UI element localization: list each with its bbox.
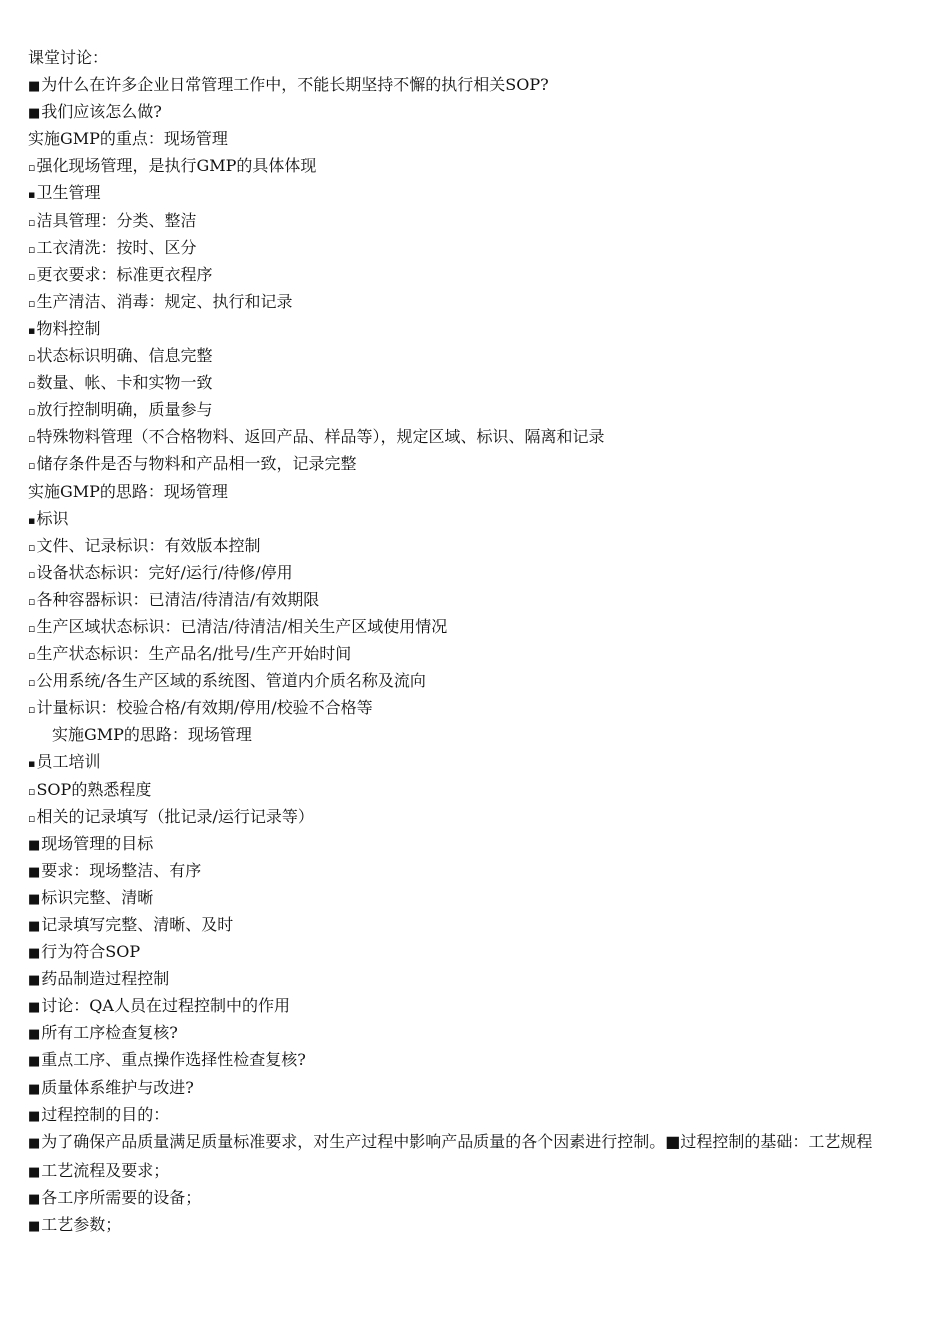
sub-heading: ▪卫生管理 <box>28 179 928 206</box>
bullet-item: ■所有工序检查复核? <box>28 1019 928 1046</box>
bullet-item: ■要求：现场整洁、有序 <box>28 857 928 884</box>
section-heading: 实施GMP的重点：现场管理 <box>28 129 228 149</box>
bullet-item: ▫储存条件是否与物料和产品相一致，记录完整 <box>28 450 928 477</box>
bullet-item: ▫相关的记录填写（批记录/运行记录等） <box>28 803 928 830</box>
hollow-square-bullet-icon: ▫ <box>28 351 36 365</box>
bullet-item: ▫强化现场管理，是执行GMP的具体体现 <box>28 152 928 179</box>
hollow-square-bullet-icon: ▫ <box>28 432 36 446</box>
bullet-item: ▫生产状态标识：生产品名/批号/生产开始时间 <box>28 640 928 667</box>
square-bullet-icon: ■ <box>28 1135 41 1151</box>
square-bullet-icon: ■ <box>28 973 41 989</box>
bullet-item: ■过程控制的目的： <box>28 1101 928 1128</box>
bullet-item: ▫文件、记录标识：有效版本控制 <box>28 532 928 559</box>
square-bullet-icon: ■ <box>28 891 41 907</box>
hollow-square-bullet-icon: ▫ <box>28 703 36 717</box>
square-bullet-icon: ■ <box>28 1054 41 1070</box>
sub-heading: ▪物料控制 <box>28 315 928 342</box>
bullet-item: ▫更衣要求：标准更衣程序 <box>28 261 928 288</box>
bullet-item: ▫计量标识：校验合格/有效期/停用/校验不合格等 <box>28 694 928 721</box>
hollow-square-bullet-icon: ▫ <box>28 405 36 419</box>
hollow-square-bullet-icon: ▫ <box>28 567 36 581</box>
section-heading: 实施GMP的思路：现场管理 <box>28 481 228 501</box>
bullet-item: ■讨论：QA人员在过程控制中的作用 <box>28 992 928 1019</box>
square-bullet-icon: ■ <box>28 1081 41 1097</box>
square-bullet-icon: ■ <box>28 864 41 880</box>
sub-heading: ▪员工培训 <box>28 748 928 775</box>
square-bullet-icon: ■ <box>28 919 41 934</box>
hollow-square-bullet-icon: ▫ <box>28 269 36 283</box>
section-heading: 实施GMP的思路：现场管理 <box>52 725 252 745</box>
hollow-square-bullet-icon: ▫ <box>28 459 36 473</box>
bullet-item: ■工艺流程及要求； <box>28 1157 928 1184</box>
sub-heading: ▪标识 <box>28 505 928 532</box>
bullet-item: ■行为符合SOP <box>28 938 928 965</box>
hollow-square-bullet-icon: ▫ <box>28 161 36 175</box>
square-bullet-icon: ■ <box>28 946 41 962</box>
small-square-bullet-icon: ▪ <box>28 757 36 771</box>
square-bullet-icon: ■ <box>28 1219 41 1235</box>
bullet-item: ▫洁具管理：分类、整洁 <box>28 207 928 234</box>
bullet-item: ▫设备状态标识：完好/运行/待修/停用 <box>28 559 928 586</box>
bullet-item: ▫各种容器标识：已清洁/待清洁/有效期限 <box>28 586 928 613</box>
bullet-item: ▫工衣清洗：按时、区分 <box>28 234 928 261</box>
square-bullet-icon: ■ <box>28 1027 41 1043</box>
hollow-square-bullet-icon: ▫ <box>28 378 36 392</box>
square-bullet-icon: ■ <box>28 1164 41 1180</box>
bullet-item-multiline: ■为了确保产品质量满足质量标准要求，对生产过程中影响产品质量的各个因素进行控制。■过程控制的基础：工艺规程 <box>28 1128 928 1157</box>
hollow-square-bullet-icon: ▫ <box>28 296 36 310</box>
bullet-item: ■各工序所需要的设备； <box>28 1184 928 1211</box>
bullet-item: ▫公用系统/各生产区域的系统图、管道内介质名称及流向 <box>28 667 928 694</box>
hollow-square-bullet-icon: ▫ <box>28 540 36 554</box>
hollow-square-bullet-icon: ▫ <box>28 594 36 608</box>
square-bullet-icon: ■ <box>28 106 41 122</box>
bullet-item: ■为什么在许多企业日常管理工作中，不能长期坚持不懈的执行相关SOP? <box>28 71 928 98</box>
square-bullet-icon: ■ <box>28 1191 41 1207</box>
small-square-bullet-icon: ▪ <box>28 188 36 202</box>
hollow-square-bullet-icon: ▫ <box>28 242 36 256</box>
bullet-item: ■现场管理的目标 <box>28 830 928 857</box>
bullet-item: ▫SOP的熟悉程度 <box>28 776 928 803</box>
bullet-item: ■工艺参数； <box>28 1211 928 1238</box>
bullet-item: ▫数量、帐、卡和实物一致 <box>28 369 928 396</box>
bullet-item: ▫特殊物料管理（不合格物料、返回产品、样品等），规定区域、标识、隔离和记录 <box>28 423 928 450</box>
bullet-item: ■质量体系维护与改进? <box>28 1074 928 1101</box>
hollow-square-bullet-icon: ▫ <box>28 621 36 635</box>
square-bullet-icon: ■ <box>28 1108 41 1124</box>
document-body <box>28 44 928 1238</box>
small-square-bullet-icon: ▪ <box>28 323 36 337</box>
discussion-heading: 课堂讨论： <box>28 48 109 67</box>
bullet-item: ▫生产清洁、消毒：规定、执行和记录 <box>28 288 928 315</box>
hollow-square-bullet-icon: ▫ <box>28 215 36 229</box>
bullet-item: ▫放行控制明确，质量参与 <box>28 396 928 423</box>
bullet-item: ■标识完整、清晰 <box>28 884 928 911</box>
hollow-square-bullet-icon: ▫ <box>28 649 36 663</box>
small-square-bullet-icon: ▪ <box>28 513 36 527</box>
bullet-item: ■药品制造过程控制 <box>28 965 928 992</box>
bullet-item: ▫状态标识明确、信息完整 <box>28 342 928 369</box>
hollow-square-bullet-icon: ▫ <box>28 676 36 690</box>
bullet-item: ▫生产区域状态标识：已清洁/待清洁/相关生产区域使用情况 <box>28 613 928 640</box>
bullet-item: ■我们应该怎么做? <box>28 98 928 125</box>
square-bullet-icon: ■ <box>28 79 41 95</box>
hollow-square-bullet-icon: ▫ <box>28 784 36 798</box>
bullet-item: ■记录填写完整、清晰、及时 <box>28 911 928 938</box>
square-bullet-icon: ■ <box>28 1000 41 1016</box>
square-bullet-icon: ■ <box>28 837 41 853</box>
hollow-square-bullet-icon: ▫ <box>28 811 36 825</box>
bullet-item: ■重点工序、重点操作选择性检查复核? <box>28 1046 928 1073</box>
